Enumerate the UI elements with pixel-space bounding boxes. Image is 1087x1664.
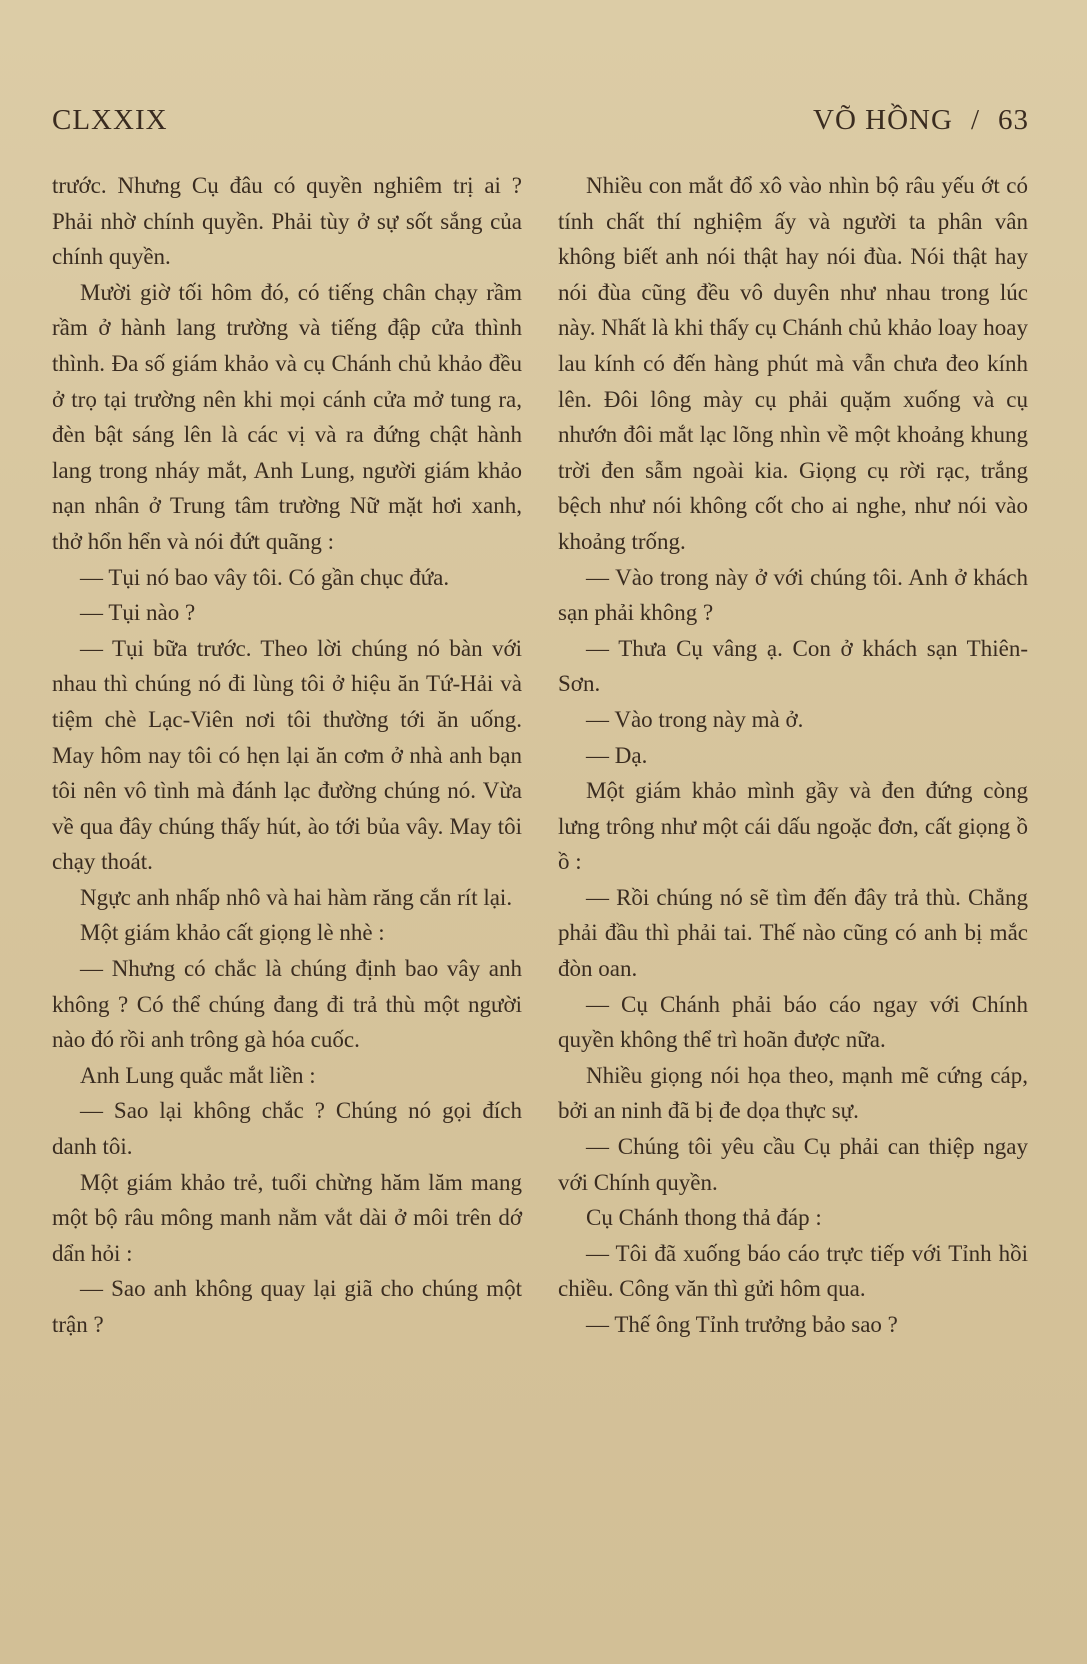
paragraph: — Tôi đã xuống báo cáo trực tiếp với Tỉnh hồi chiều. Công văn thì gửi hôm qua. bbox=[558, 1240, 1028, 1302]
paragraph: — Chúng tôi yêu cầu Cụ phải can thiệp ngay với Chính quyền. bbox=[558, 1134, 1028, 1195]
paragraph: Cụ Chánh thong thả đáp : bbox=[586, 1205, 822, 1231]
paragraph: Nhiều giọng nói họa theo, mạnh mẽ cứng cáp, bởi an ninh đã bị đe dọa thực sự. bbox=[558, 1062, 1028, 1124]
paragraph: — Tụi nào ? bbox=[80, 600, 196, 626]
paragraph: Một giám khảo mình gầy và đen đứng còng lưng trông như một cái dấu ngoặc đơn, cất giọng ồ ồ : bbox=[558, 778, 1028, 875]
paragraph: — Nhưng có chắc là chúng định bao vây anh không ? Có thể chúng đang đi trả thù một người nào đó rồi anh trông gà hóa cuốc. bbox=[52, 956, 522, 1053]
paragraph: Nhiều con mắt đổ xô vào nhìn bộ râu yếu ớt có tính chất thí nghiệm ấy và người ta phân vân không biết anh nói thật hay nói đùa. Nói thật hay nói đùa cũng đều vô duyên như nhau trong lúc này. Nhất là khi thấy cụ Chánh chủ khảo loay hoay lau kính có đến hàng phút mà vẫn chưa đeo kính lên. Đôi lông mày cụ phải quặm xuống và cụ nhướn đôi mắt lạc lõng nhìn về một khoảng khung trời đen sẫm ngoài kia. Giọng cụ rời rạc, trắng bệch như nói không cốt cho ai nghe, như nói vào khoảng trống. bbox=[558, 173, 1028, 554]
right-column bbox=[558, 168, 1028, 1343]
paragraph: Mười giờ tối hôm đó, có tiếng chân chạy rầm rầm ở hành lang trường và tiếng đập cửa thình thình. Đa số giám khảo và cụ Chánh chủ khảo đều ở trọ tại trường nên khi mọi cánh cửa mở tung ra, đèn bật sáng lên là các vị và ra đứng chật hành lang trong nháy mắt, Anh Lung, người giám khảo nạn nhân ở Trung tâm trường Nữ mặt hơi xanh, thở hổn hển và nói đứt quãng : bbox=[52, 279, 522, 554]
header-separator: / bbox=[970, 103, 980, 136]
paragraph: — Sao lại không chắc ? Chúng nó gọi đích danh tôi. bbox=[52, 1098, 522, 1160]
paragraph: — Tụi nó bao vây tôi. Có gần chục đứa. bbox=[80, 564, 450, 590]
page-header bbox=[52, 100, 1029, 140]
paragraph: Ngực anh nhấp nhô và hai hàm răng cắn rít lại. bbox=[80, 884, 513, 910]
paragraph: — Dạ. bbox=[586, 742, 648, 768]
paragraph: Một giám khảo trẻ, tuổi chừng hăm lăm mang một bộ râu mông manh nằm vắt dài ở môi trên dớ dẩn hỏi : bbox=[52, 1169, 522, 1266]
paragraph: — Cụ Chánh phải báo cáo ngay với Chính quyền không thể trì hoãn được nữa. bbox=[558, 991, 1028, 1053]
paragraph: Anh Lung quắc mắt liền : bbox=[80, 1062, 316, 1088]
paragraph: — Rồi chúng nó sẽ tìm đến đây trả thù. Chẳng phải đầu thì phải tai. Thế nào cũng có anh bị mắc đòn oan. bbox=[558, 884, 1028, 982]
paragraph: Một giám khảo cất giọng lè nhè : bbox=[80, 920, 385, 946]
section-number: CLXXIX bbox=[52, 103, 168, 136]
left-column bbox=[52, 168, 522, 1343]
paragraph: — Tụi bữa trước. Theo lời chúng nó bàn với nhau thì chúng nó đi lùng tôi ở hiệu ăn Tứ-Hải và tiệm chè Lạc-Viên nơi tôi thường tới ăn uống. May hôm nay tôi có hẹn lại ăn cơm ở nhà anh bạn tôi nên vô tình mà đánh lạc đường chúng nó. Vừa về qua đây chúng thấy hút, ào tới bủa vây. May tôi chạy thoát. bbox=[52, 635, 522, 875]
paragraph: — Thế ông Tỉnh trưởng bảo sao ? bbox=[586, 1312, 898, 1337]
page-number: 63 bbox=[998, 103, 1029, 136]
paragraph: — Vào trong này mà ở. bbox=[586, 706, 804, 732]
running-head bbox=[813, 104, 1029, 137]
author-name: VÕ HỒNG bbox=[813, 103, 953, 136]
paragraph: — Vào trong này ở với chúng tôi. Anh ở khách sạn phải không ? bbox=[558, 564, 1028, 626]
paragraph: — Sao anh không quay lại giã cho chúng một trận ? bbox=[52, 1276, 522, 1337]
paragraph: trước. Nhưng Cụ đâu có quyền nghiêm trị ai ? Phải nhờ chính quyền. Phải tùy ở sự sốt sắng của chính quyền. bbox=[52, 173, 522, 270]
paragraph: — Thưa Cụ vâng ạ. Con ở khách sạn Thiên-Sơn. bbox=[558, 635, 1028, 697]
